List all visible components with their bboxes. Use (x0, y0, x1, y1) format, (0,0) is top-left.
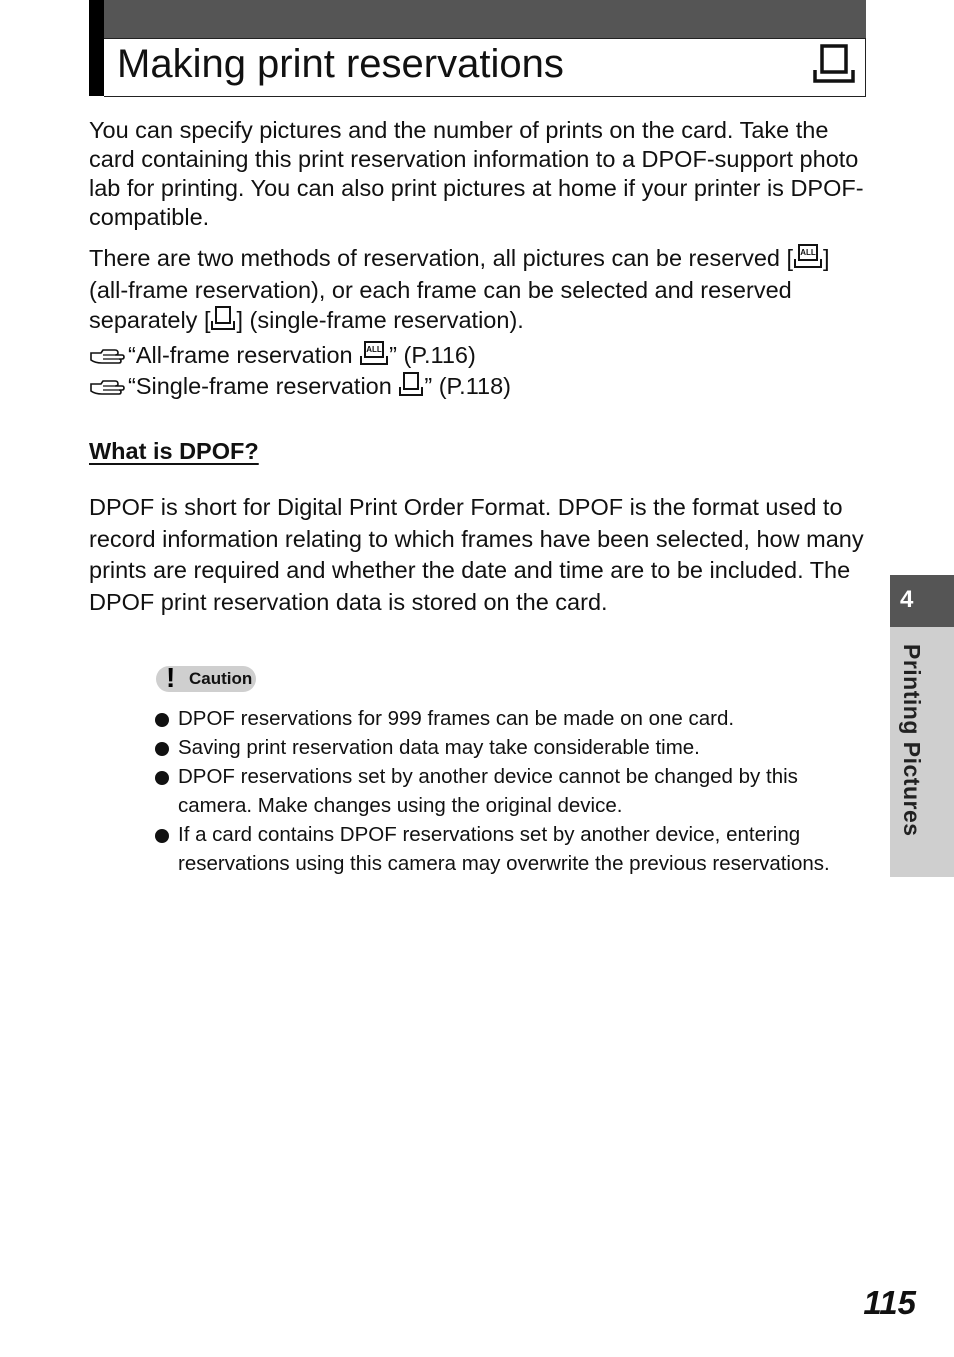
all-frame-icon-text: ALL (366, 345, 382, 354)
header-left-block (89, 0, 104, 96)
caution-item-text: If a card contains DPOF reservations set by another device, entering reservations using this camera may overwrite the previous reservations. (178, 823, 830, 875)
caution-item-text: DPOF reservations for 999 frames can be made on one card. (178, 707, 735, 730)
caution-label: Caution (189, 669, 253, 688)
caution-item-text: DPOF reservations set by another device cannot be changed by this camera. Make changes using the original device. (178, 765, 798, 817)
chapter-tab-number (890, 575, 954, 627)
bullet-icon (155, 713, 169, 727)
pointing-hand-icon (89, 343, 125, 373)
all-frame-print-icon (359, 340, 389, 373)
list-item (155, 704, 855, 733)
chapter-tab-label (890, 627, 954, 877)
methods-paragraph (89, 243, 864, 338)
reference-single-frame-page: ” (P.118) (424, 373, 512, 399)
chapter-title: Printing Pictures (899, 644, 925, 837)
methods-text-2: ] (all-frame reservation), or each frame can be selected and reserved separately [ (89, 245, 830, 333)
single-frame-print-icon (398, 371, 424, 404)
reference-all-frame-label: “All-frame reservation (128, 342, 360, 368)
reference-all-frame[interactable] (89, 340, 476, 373)
single-frame-print-icon (210, 305, 236, 338)
bullet-icon (155, 829, 169, 843)
intro-paragraph: You can specify pictures and the number of prints on the card. Take the card containing this print reservation information to a DPOF-support photo lab for printing. You can also print pictures at home if your printer is DPOF-compatible. (89, 117, 864, 230)
list-item (155, 762, 855, 820)
methods-text-1: There are two methods of reservation, all pictures can be reserved [ (89, 245, 794, 271)
list-item (155, 820, 855, 878)
page-number: 115 (863, 1284, 916, 1321)
list-item (155, 733, 855, 762)
caution-badge (156, 662, 256, 693)
bullet-icon (155, 771, 169, 785)
pointing-hand-icon (89, 374, 125, 404)
methods-text-3: ] (single-frame reservation). (236, 307, 524, 333)
bullet-icon (155, 742, 169, 756)
header-bar (89, 0, 866, 38)
reference-all-frame-page: ” (P.116) (389, 342, 476, 368)
section-heading: What is DPOF? (89, 438, 259, 464)
all-frame-print-icon (793, 243, 823, 276)
page-title: Making print reservations (117, 42, 564, 86)
reference-single-frame[interactable] (89, 371, 511, 404)
all-frame-icon-text: ALL (800, 248, 816, 257)
caution-item-text: Saving print reservation data may take considerable time. (178, 736, 700, 759)
chapter-number: 4 (900, 586, 914, 613)
reference-single-frame-label: “Single-frame reservation (128, 373, 399, 399)
caution-list (155, 704, 855, 878)
exclamation-icon: ! (166, 662, 176, 693)
dpof-paragraph: DPOF is short for Digital Print Order Format. DPOF is the format used to record information relating to which frames have been selected, how many prints are required and whether the date and time are to be included. The DPOF print reservation data is stored on the card. (89, 494, 864, 615)
print-reservation-icon (812, 42, 856, 91)
